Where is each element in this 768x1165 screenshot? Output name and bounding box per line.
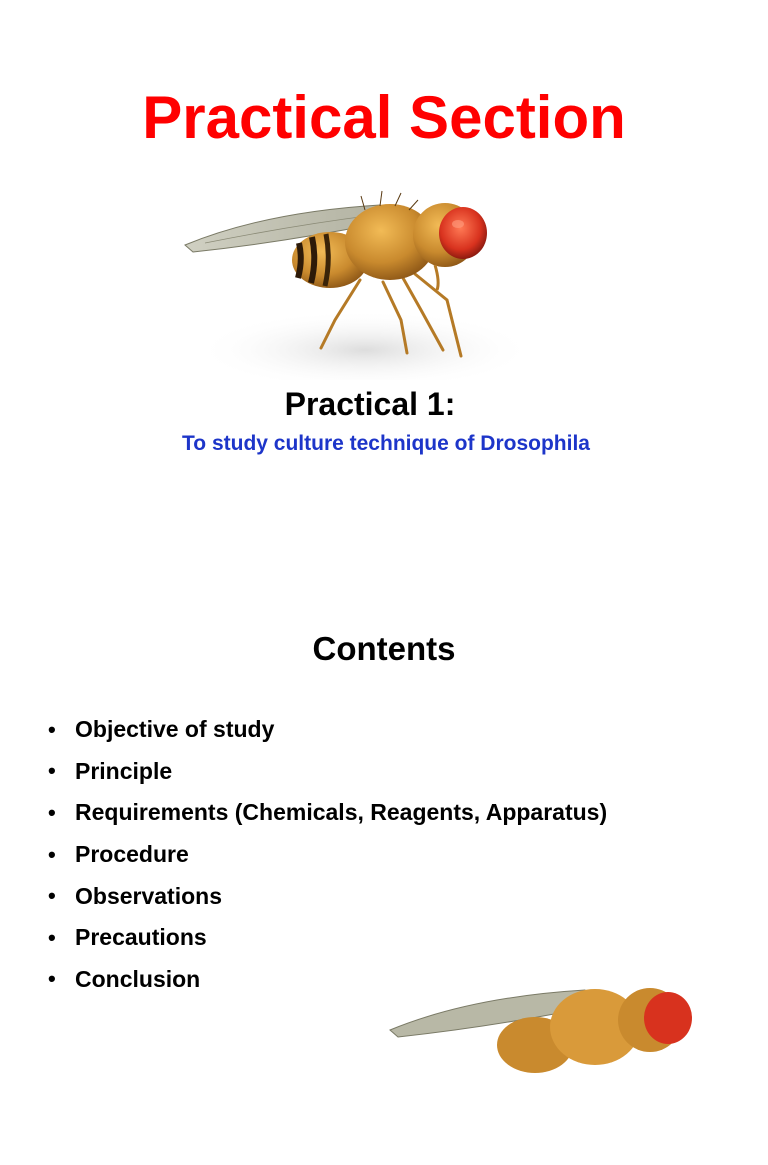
bullet-icon: • [48, 883, 56, 909]
list-item [48, 834, 607, 876]
list-item [48, 875, 607, 917]
list-item-label: Requirements (Chemicals, Reagents, Apparatus) [75, 799, 608, 826]
bullet-icon: • [48, 716, 56, 742]
practical-subtitle: Practical 1: [284, 386, 456, 422]
bullet-icon: • [48, 924, 56, 950]
list-item-label: Observations [75, 882, 222, 909]
list-item [48, 917, 607, 959]
practical-objective: To study culture technique of Drosophila [182, 432, 590, 455]
contents-heading: Contents [312, 630, 456, 667]
slide-title: Practical Section [142, 84, 626, 151]
drosophila-fly-illustration [175, 170, 535, 380]
drosophila-fly-image-partial [380, 955, 740, 1165]
list-item-label: Conclusion [75, 965, 201, 992]
list-item [48, 792, 607, 834]
list-item-label: Objective of study [75, 716, 275, 743]
drosophila-fly-illustration [380, 955, 740, 1165]
list-item-label: Precautions [75, 924, 207, 951]
bullet-icon: • [48, 758, 56, 784]
list-item-label: Procedure [75, 841, 189, 868]
drosophila-fly-image [175, 170, 535, 380]
list-item-label: Principle [75, 757, 173, 784]
bullet-icon: • [48, 966, 56, 992]
list-item [48, 751, 607, 793]
bullet-icon: • [48, 841, 56, 867]
bullet-icon: • [48, 799, 56, 825]
list-item [48, 709, 607, 751]
